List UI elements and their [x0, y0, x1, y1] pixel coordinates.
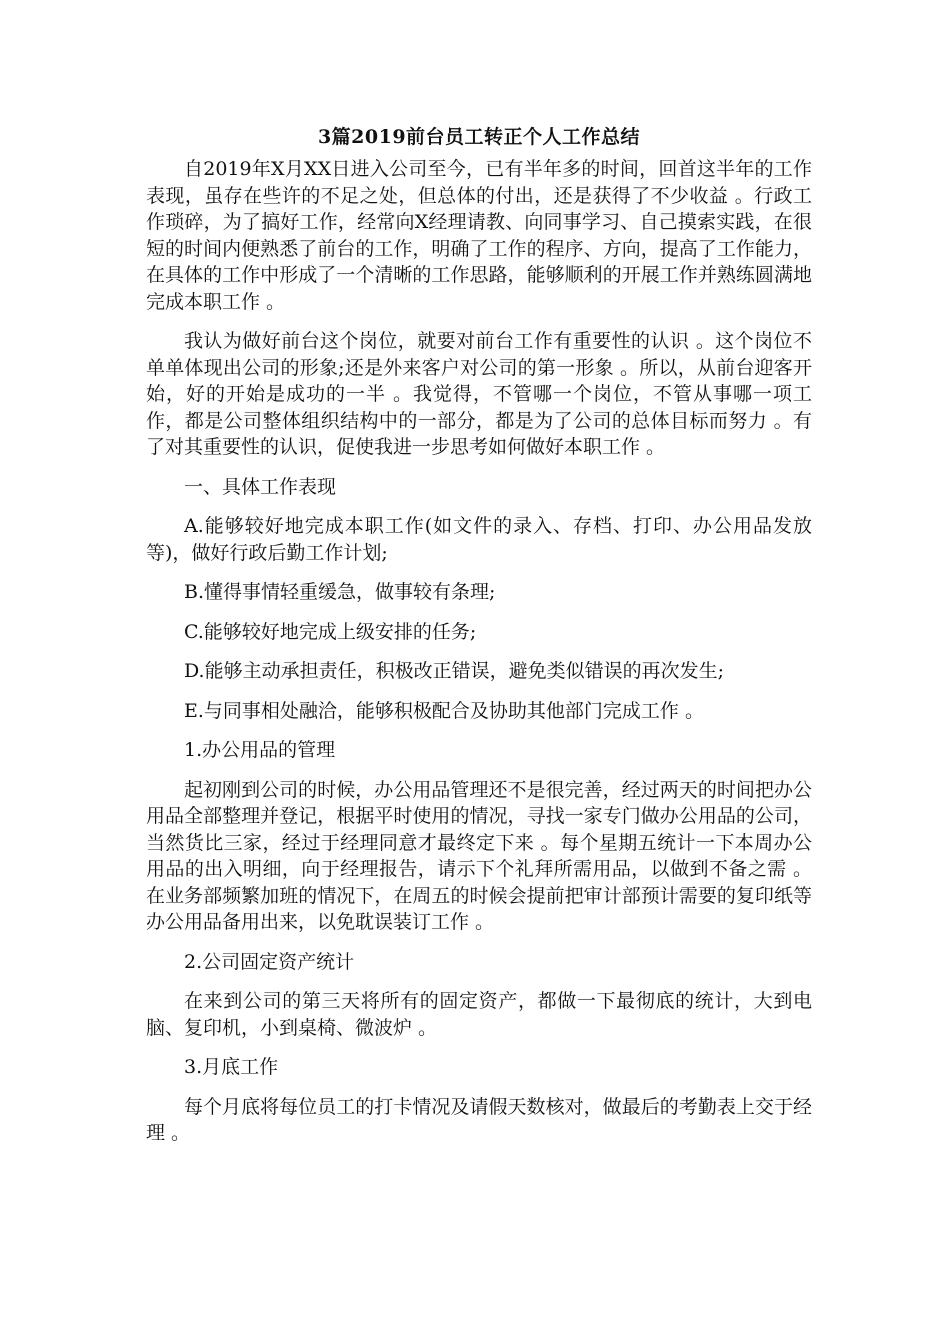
subheading-month-end: 3.月底工作 [184, 1056, 279, 1078]
document-page [146, 124, 812, 1160]
section-heading-work-performance: 一、具体工作表现 [184, 475, 337, 498]
paragraph-front-desk-importance: 我认为做好前台这个岗位，就要对前台工作有重要性的认识 。这个岗位不单单体现出公司的形象;还是外来客户对公司的第一形象 。所以，从前台迎客开始，好的开始是成功的一半 。我觉得，不管哪一个岗位，不管从事哪一项工作，都是公司整体组织结构中的一部分，都是为了公司的总体目标而努力 。有了对其重要性的认识，促使我进一步思考如何做好本职工作 。 [146, 330, 812, 458]
list-item-e: E.与同事相处融洽，能够积极配合及协助其他部门完成工作 。 [184, 699, 704, 722]
paragraph-office-supplies: 起初刚到公司的时候，办公用品管理还不是很完善，经过两天的时间把办公用品全部整理并登记，根据平时使用的情况，寻找一家专门做办公用品的公司，当然货比三家，经过于经理同意才最终定下来 。每个星期五统计一下本周办公用品的出入明细，向于经理报告，请示下个礼拜所需用品，以做到不备之需 。在业务部频繁加班的情况下，在周五的时候会提前把审计部预计需要的复印纸等办公用品备用出来，以免耽误装订工作 。 [146, 778, 812, 933]
list-item-a: A.能够较好地完成本职工作(如文件的录入、存档、打印、办公用品发放等)，做好行政后勤工作计划; [146, 515, 812, 564]
subheading-office-supplies: 1.办公用品的管理 [184, 739, 336, 761]
paragraph-intro: 自2019年X月XX日进入公司至今，已有半年多的时间，回首这半年的工作表现，虽存在些许的不足之处，但总体的付出，还是获得了不少收益 。行政工作琐碎，为了搞好工作，经常向X经理请教、向同事学习、自己摸索实践，在很短的时间内便熟悉了前台的工作，明确了工作的程序、方向，提高了工作能力，在具体的工作中形成了一个清晰的工作思路，能够顺利的开展工作并熟练圆满地完成本职工作 。 [146, 158, 812, 313]
paragraph-month-end: 每个月底将每位员工的打卡情况及请假天数核对，做最后的考勤表上交于经理 。 [146, 1095, 812, 1144]
list-item-d: D.能够主动承担责任，积极改正错误，避免类似错误的再次发生; [184, 660, 724, 682]
paragraph-fixed-assets: 在来到公司的第三天将所有的固定资产，都做一下最彻底的统计，大到电脑、复印机，小到桌椅、微波炉 。 [146, 990, 812, 1039]
list-item-b: B.懂得事情轻重缓急，做事较有条理; [184, 581, 496, 603]
list-item-c: C.能够较好地完成上级安排的任务; [184, 620, 477, 643]
document-title: 3篇2019前台员工转正个人工作总结 [317, 126, 641, 148]
subheading-fixed-assets: 2.公司固定资产统计 [184, 950, 355, 973]
